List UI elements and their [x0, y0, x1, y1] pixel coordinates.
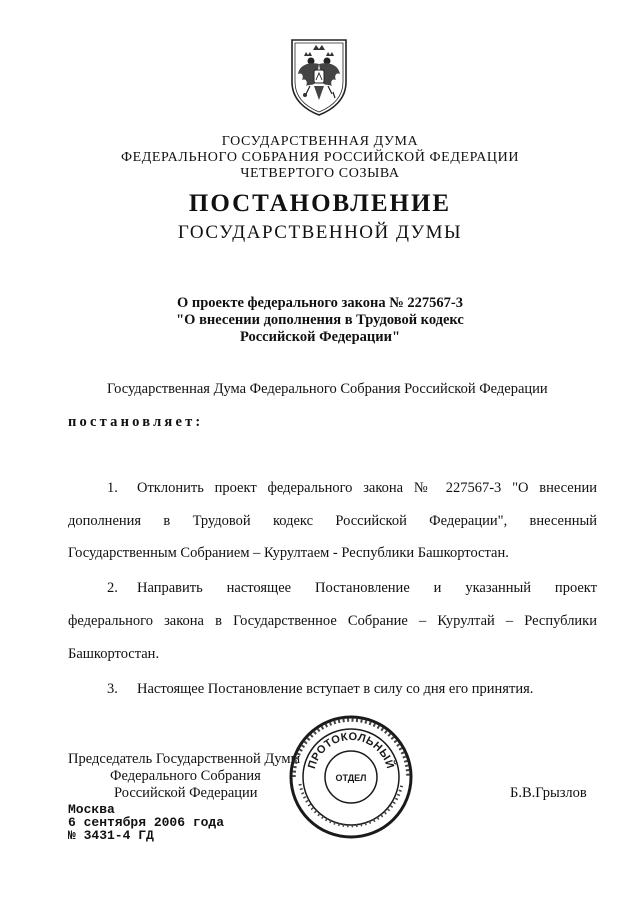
decides-text: постановляет: [68, 414, 204, 430]
signatory-name: Б.В.Грызлов [510, 785, 587, 801]
item-number: 3. [107, 681, 118, 697]
subject-line-2: "О внесении дополнения в Трудовой кодекс [176, 312, 464, 328]
item-text-line: Отклонить проект федерального закона № 227567-3 "О внесении [137, 480, 597, 496]
item-text-line: Государственным Собранием – Курултаем - Республики Башкортостан. [68, 545, 509, 561]
stamp-center-text: ОТДЕЛ [335, 773, 367, 783]
item-number: 1. [107, 480, 118, 496]
item-text-line: Настоящее Постановление вступает в силу со дня его принятия. [137, 681, 534, 697]
signatory-title-line-2: Федерального Собрания [110, 768, 261, 784]
preamble-text: Государственная Дума Федерального Собрания Российской Федерации [107, 381, 548, 397]
item-text-line: Направить настоящее Постановление и указанный проект [137, 580, 597, 596]
header-line-duma: ГОСУДАРСТВЕННАЯ ДУМА [221, 134, 419, 149]
item-text-line: Башкортостан. [68, 646, 160, 662]
item-text-line: федерального закона в Государственное Собрание – Курултай – Республики [68, 613, 597, 629]
coat-of-arms-icon [286, 36, 352, 118]
footer-date: 6 сентября 2006 года [68, 815, 225, 830]
signatory-title-line-1: Председатель Государственной Думы [68, 751, 301, 767]
header-line-assembly: ФЕДЕРАЛЬНОГО СОБРАНИЯ РОССИЙСКОЙ ФЕДЕРАЦИИ [120, 150, 520, 165]
footer-number: № 3431-4 ГД [68, 828, 154, 843]
item-text-line: дополнения в Трудовой кодекс Российской Федерации", внесенный [68, 513, 597, 529]
document-title: ПОСТАНОВЛЕНИЕ [188, 190, 452, 217]
official-stamp [288, 714, 414, 840]
document-subtitle: ГОСУДАРСТВЕННОЙ ДУМЫ [177, 222, 463, 243]
stamp-top-text: ПРОТОКОЛЬНЫЙ [306, 730, 396, 771]
subject-line-3: Российской Федерации" [239, 329, 401, 345]
signatory-title-line-3: Российской Федерации [114, 785, 258, 801]
subject-line-1: О проекте федерального закона № 227567-3 [176, 295, 464, 311]
header-line-convocation: ЧЕТВЕРТОГО СОЗЫВА [240, 166, 400, 181]
footer-city: Москва [68, 802, 115, 817]
item-number: 2. [107, 580, 118, 596]
